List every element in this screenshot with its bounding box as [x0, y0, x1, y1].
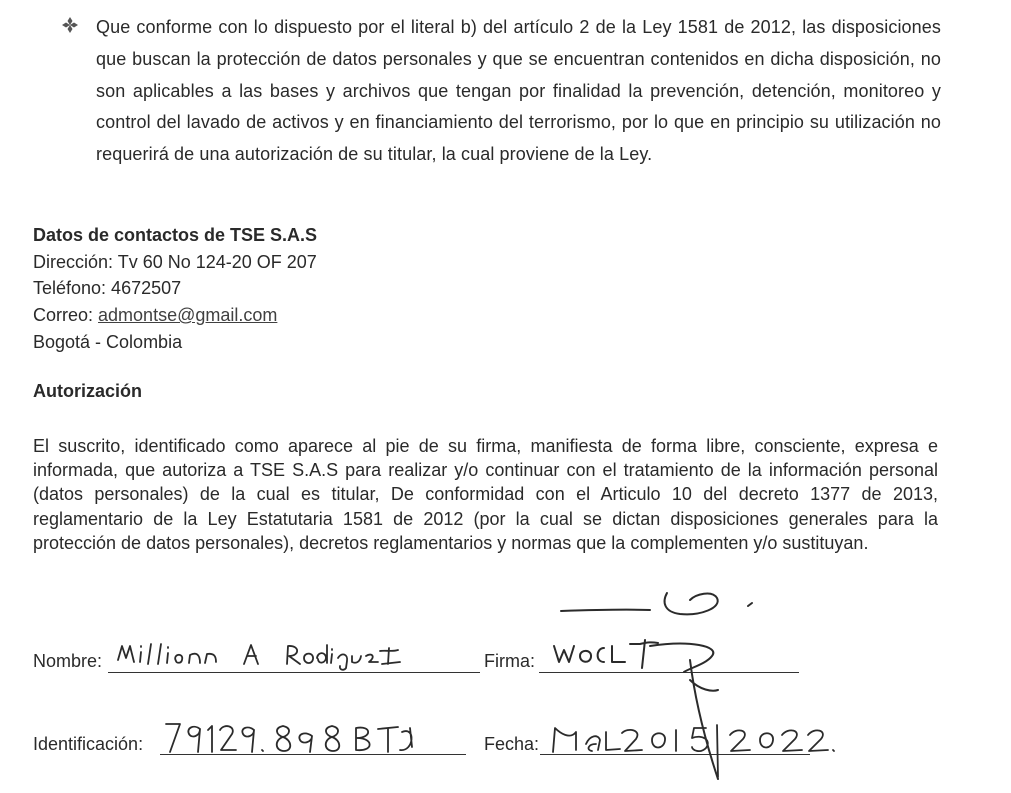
handwritten-date [553, 725, 834, 777]
contact-phone: Teléfono: 4672507 [33, 278, 182, 299]
contact-email-row [33, 302, 317, 329]
handwritten-id [166, 724, 412, 752]
contact-city: Bogotá - Colombia [33, 331, 183, 352]
contact-heading: Datos de contactos de TSE S.A.S [33, 225, 318, 245]
handwritten-name [118, 644, 400, 670]
four-diamond-bullet-icon [60, 15, 80, 35]
name-label: Nombre: [33, 651, 103, 671]
id-label: Identificación: [33, 734, 144, 754]
bullet-text: Que conforme con lo dispuesto por el literal b) del artículo 2 de la Ley 1581 de 2012, las disposiciones que buscan la protección de datos personales y que se encuentran contenidos en dicha disposición, no son aplicables a las bases y archivos que tengan por finalidad la prevención, detención, monitoreo y control del lavado de activos y en financiamiento del terrorismo, por lo que en principio su utilización no requerirá de una autorización de su titular, la cual proviene de la Ley. [96, 17, 941, 165]
authorization-title: Autorización [33, 381, 143, 401]
signature-label: Firma: [484, 651, 535, 671]
signature-field-line[interactable] [539, 672, 799, 673]
id-field-line[interactable] [160, 754, 466, 755]
date-field-line[interactable] [540, 754, 810, 755]
contact-email-link[interactable]: admontse@gmail.com [98, 305, 278, 326]
name-field-line[interactable] [108, 672, 480, 673]
contact-address: Dirección: Tv 60 No 124-20 OF 207 [33, 251, 317, 272]
authorization-text: El suscrito, identificado como aparece al pie de su firma, manifiesta de forma libre, consciente, expresa e informada, que autoriza a TSE S.A.S para realizar y/o continuar con el tratamiento de la información personal (datos personales) de la cual es titular, De conformidad con el Articulo 10 del decreto 1377 de 2013, reglamentario de la Ley Estatutaria 1581 de 2012 (por la cual se dictan disposiciones generales para la protección de datos personales), decretos reglamentarios y normas que la complementen y/o sustituyan. [33, 436, 938, 553]
contact-block [33, 222, 317, 356]
signature-image [554, 593, 752, 779]
bullet-paragraph [66, 12, 941, 171]
contact-email-label: Correo: [33, 305, 99, 326]
date-label: Fecha: [484, 734, 540, 754]
